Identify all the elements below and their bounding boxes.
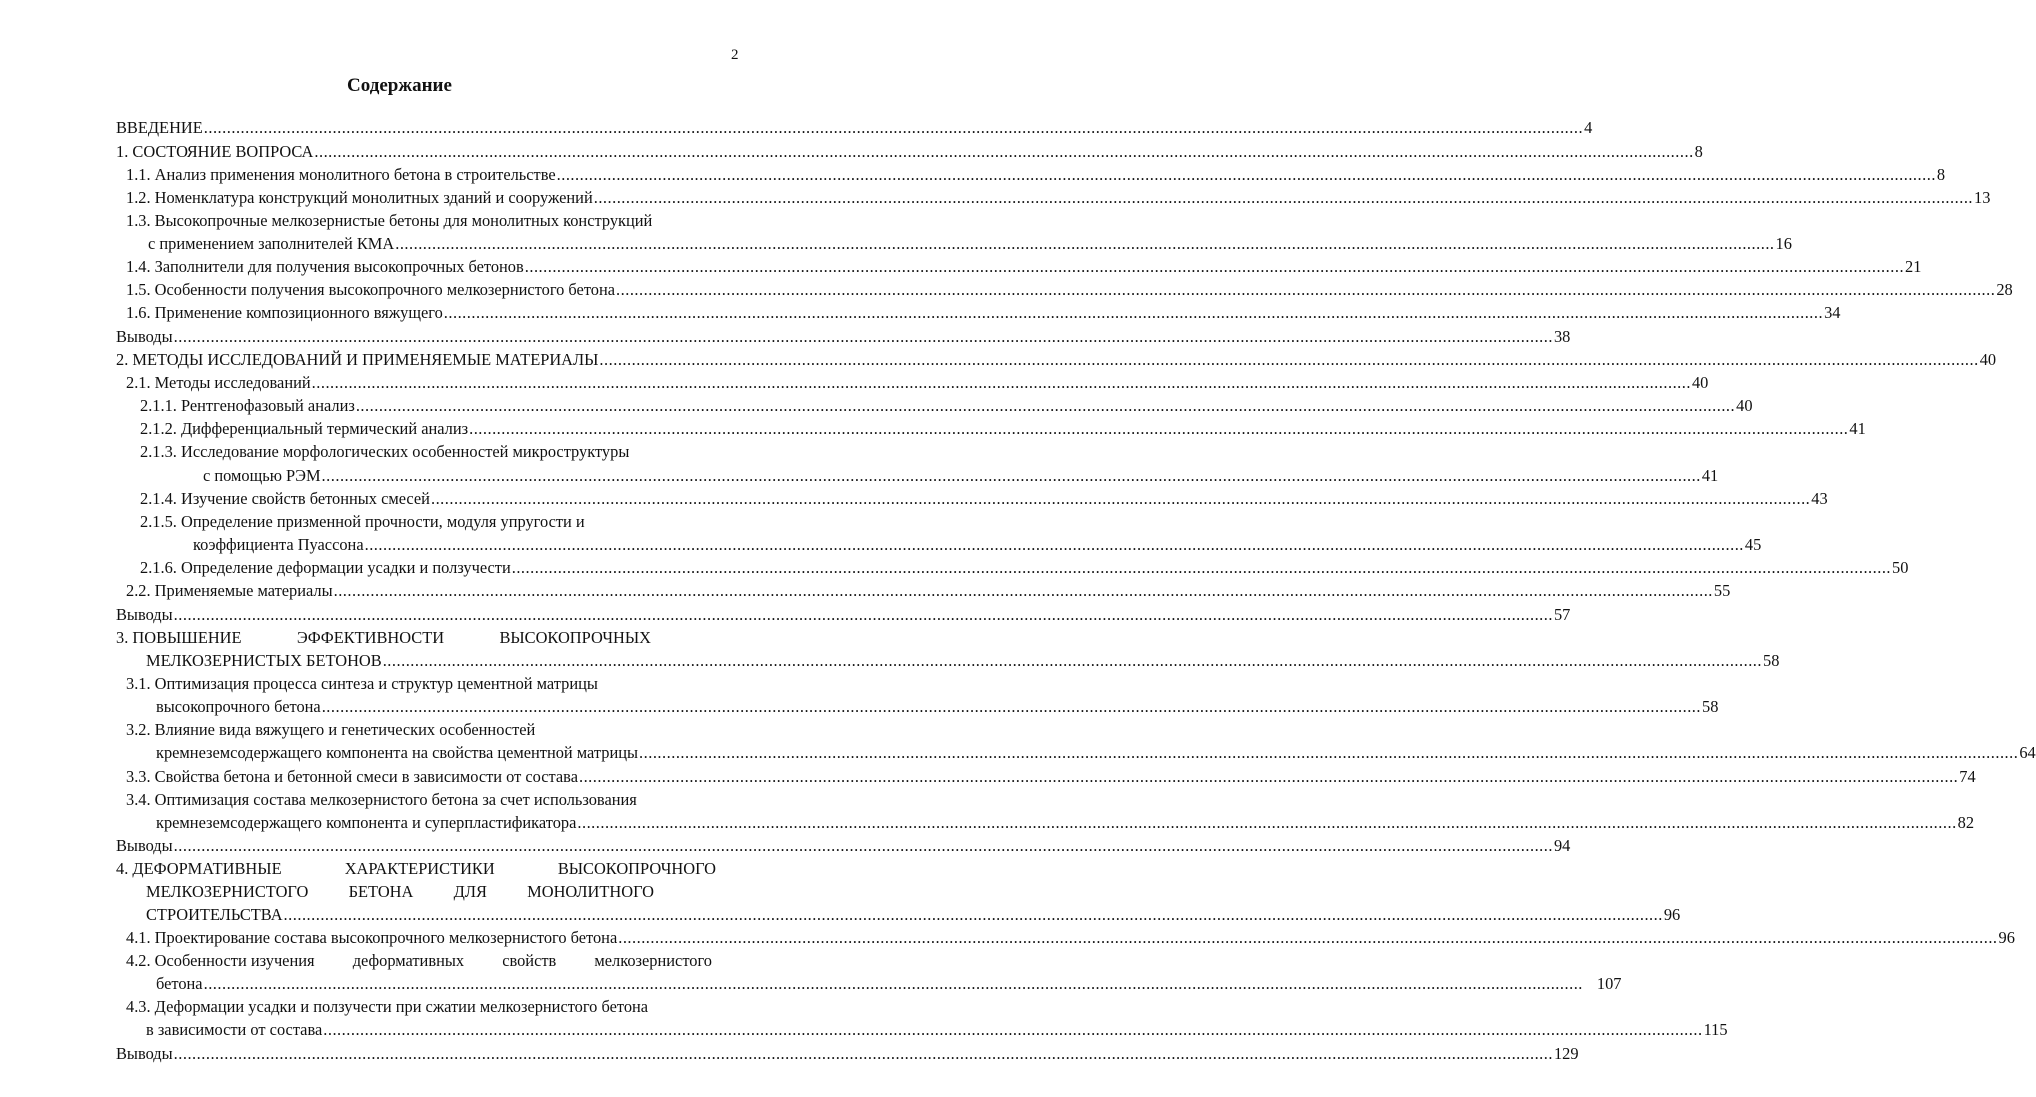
toc-entry-chapter-4-line1: 4. ДЕФОРМАТИВНЫЕ ХАРАКТЕРИСТИКИ ВЫСОКОПРОЧНОГО — [116, 859, 716, 878]
toc-entry-2-1-2: 2.1.2. Дифференциальный термический анализ ............................................................................................................................................................................................................................................................................................................ 41 — [140, 419, 1866, 438]
toc-entry-2-1-6: 2.1.6. Определение деформации усадки и ползучести ............................................................................................................................................................................................................................................................................................................ 50 — [140, 558, 1909, 577]
toc-entry-4-3: в зависимости от состава ............................................................................................................................................................................................................................................................................................................ 115 — [146, 1020, 1728, 1039]
dot-leader: ............................................................................................................................................................................................................................................................................................................ — [430, 489, 1811, 508]
toc-entry-1-1: 1.1. Анализ применения монолитного бетона в строительстве ............................................................................................................................................................................................................................................................................................................ 8 — [126, 165, 1946, 184]
dot-leader: ............................................................................................................................................................................................................................................................................................................ — [577, 813, 1957, 832]
dot-leader: ............................................................................................................................................................................................................................................................................................................ — [395, 234, 1775, 253]
toc-entry-chapter-1: 1. СОСТОЯНИЕ ВОПРОСА ............................................................................................................................................................................................................................................................................................................ 8 — [116, 142, 1703, 161]
dot-leader: ............................................................................................................................................................................................................................................................................................................ — [639, 743, 2019, 762]
dot-leader: ............................................................................................................................................................................................................................................................................................................ — [321, 697, 1701, 716]
dot-leader: ............................................................................................................................................................................................................................................................................................................ — [323, 1020, 1703, 1039]
toc-entry-conclusions-1: Выводы ............................................................................................................................................................................................................................................................................................................ 38 — [116, 327, 1571, 346]
dot-leader: ............................................................................................................................................................................................................................................................................................................ — [511, 558, 1892, 577]
dot-leader: ............................................................................................................................................................................................................................................................................................................ — [355, 396, 1736, 415]
dot-leader: ............................................................................................................................................................................................................................................................................................................ — [382, 651, 1762, 670]
toc-entry-1-6: 1.6. Применение композиционного вяжущего ............................................................................................................................................................................................................................................................................................................ 34 — [126, 303, 1841, 322]
dot-leader: ............................................................................................................................................................................................................................................................................................................ — [173, 836, 1553, 855]
dot-leader: ............................................................................................................................................................................................................................................................................................................ — [173, 1044, 1553, 1063]
dot-leader: ............................................................................................................................................................................................................................................................................................................ — [203, 118, 1584, 137]
toc-entry-chapter-3: МЕЛКОЗЕРНИСТЫХ БЕТОНОВ ............................................................................................................................................................................................................................................................................................................ 58 — [146, 651, 1780, 670]
toc-entry-3-4: кремнеземсодержащего компонента и суперпластификатора ............................................................................................................................................................................................................................................................................................................ 82 — [156, 813, 1975, 832]
toc-entry-2-1-3: с помощью РЭМ ............................................................................................................................................................................................................................................................................................................ 41 — [203, 466, 1719, 485]
toc-entry-3-2: кремнеземсодержащего компонента на свойства цементной матрицы ............................................................................................................................................................................................................................................................................................................ 64 — [156, 743, 2036, 762]
toc-entry-3-3: 3.3. Свойства бетона и бетонной смеси в зависимости от состава ............................................................................................................................................................................................................................................................................................................ 74 — [126, 767, 1976, 786]
dot-leader: ............................................................................................................................................................................................................................................................................................................ — [443, 303, 1824, 322]
page-number: 2 — [731, 47, 739, 63]
dot-leader: ............................................................................................................................................................................................................................................................................................................ — [333, 581, 1713, 600]
toc-entry-1-4: 1.4. Заполнители для получения высокопрочных бетонов ............................................................................................................................................................................................................................................................................................................ 21 — [126, 257, 1922, 276]
dot-leader: ............................................................................................................................................................................................................................................................................................................ — [203, 974, 1583, 993]
dot-leader: ............................................................................................................................................................................................................................................................................................................ — [173, 327, 1553, 346]
dot-leader: ............................................................................................................................................................................................................................................................................................................ — [283, 905, 1663, 924]
dot-leader: ............................................................................................................................................................................................................................................................................................................ — [593, 188, 1974, 207]
toc-entry-4-2-line1: 4.2. Особенности изучения деформативных свойств мелкозернистого — [126, 951, 712, 970]
toc-entry-4-2: бетона ............................................................................................................................................................................................................................................................................................................ 107 — [156, 974, 1622, 993]
toc-entry-3-1: высокопрочного бетона ............................................................................................................................................................................................................................................................................................................ 58 — [156, 697, 1719, 716]
toc-entry-conclusions-2: Выводы ............................................................................................................................................................................................................................................................................................................ 57 — [116, 605, 1571, 624]
dot-leader: ............................................................................................................................................................................................................................................................................................................ — [618, 928, 1998, 947]
page-title: Содержание — [347, 75, 452, 96]
toc-entry-conclusions-3: Выводы ............................................................................................................................................................................................................................................................................................................ 94 — [116, 836, 1571, 855]
dot-leader: ............................................................................................................................................................................................................................................................................................................ — [599, 350, 1979, 369]
toc-entry-chapter-4-line2: МЕЛКОЗЕРНИСТОГО БЕТОНА ДЛЯ МОНОЛИТНОГО — [146, 882, 654, 901]
toc-entry-chapter-4: СТРОИТЕЛЬСТВА ............................................................................................................................................................................................................................................................................................................ 96 — [146, 905, 1681, 924]
toc-entry-2-1-3-line1: 2.1.3. Исследование морфологических особенностей микроструктуры — [140, 442, 630, 461]
dot-leader: ............................................................................................................................................................................................................................................................................................................ — [364, 535, 1744, 554]
dot-leader: ............................................................................................................................................................................................................................................................................................................ — [311, 373, 1691, 392]
toc-entry-3-1-line1: 3.1. Оптимизация процесса синтеза и структур цементной матрицы — [126, 674, 598, 693]
toc-entry-2-1-5-line1: 2.1.5. Определение призменной прочности, модуля упругости и — [140, 512, 585, 531]
dot-leader: ............................................................................................................................................................................................................................................................................................................ — [314, 142, 1694, 161]
toc-entry-2-1-5: коэффициента Пуассона ............................................................................................................................................................................................................................................................................................................ 45 — [193, 535, 1762, 554]
toc-entry-1-5: 1.5. Особенности получения высокопрочного мелкозернистого бетона ............................................................................................................................................................................................................................................................................................................ 28 — [126, 280, 2013, 299]
dot-leader: ............................................................................................................................................................................................................................................................................................................ — [524, 257, 1905, 276]
dot-leader: ............................................................................................................................................................................................................................................................................................................ — [173, 605, 1553, 624]
toc-entry-2-1-1: 2.1.1. Рентгенофазовый анализ ............................................................................................................................................................................................................................................................................................................ 40 — [140, 396, 1753, 415]
toc-entry-conclusions-4: Выводы ............................................................................................................................................................................................................................................................................................................ 129 — [116, 1044, 1579, 1063]
dot-leader: ............................................................................................................................................................................................................................................................................................................ — [556, 165, 1936, 184]
toc-entry-2-1-4: 2.1.4. Изучение свойств бетонных смесей ............................................................................................................................................................................................................................................................................................................ 43 — [140, 489, 1828, 508]
toc-entry-introduction: ВВЕДЕНИЕ ............................................................................................................................................................................................................................................................................................................ 4 — [116, 118, 1593, 137]
dot-leader: ............................................................................................................................................................................................................................................................................................................ — [616, 280, 1996, 299]
dot-leader: ............................................................................................................................................................................................................................................................................................................ — [578, 767, 1959, 786]
toc-entry-4-1: 4.1. Проектирование состава высокопрочного мелкозернистого бетона ............................................................................................................................................................................................................................................................................................................ 96 — [126, 928, 2015, 947]
toc-entry-chapter-2: 2. МЕТОДЫ ИССЛЕДОВАНИЙ И ПРИМЕНЯЕМЫЕ МАТЕРИАЛЫ ............................................................................................................................................................................................................................................................................................................ 40 — [116, 350, 1997, 369]
toc-entry-chapter-3-line1: 3. ПОВЫШЕНИЕ ЭФФЕКТИВНОСТИ ВЫСОКОПРОЧНЫХ — [116, 628, 651, 647]
toc-entry-2-2: 2.2. Применяемые материалы ............................................................................................................................................................................................................................................................................................................ 55 — [126, 581, 1731, 600]
toc-entry-3-4-line1: 3.4. Оптимизация состава мелкозернистого бетона за счет использования — [126, 790, 637, 809]
toc-entry-1-2: 1.2. Номенклатура конструкций монолитных зданий и сооружений ............................................................................................................................................................................................................................................................................................................ 13 — [126, 188, 1991, 207]
toc-entry-1-3-line1: 1.3. Высокопрочные мелкозернистые бетоны для монолитных конструкций — [126, 211, 653, 230]
toc-entry-4-3-line1: 4.3. Деформации усадки и ползучести при сжатии мелкозернистого бетона — [126, 997, 649, 1016]
toc-entry-3-2-line1: 3.2. Влияние вида вяжущего и генетических особенностей — [126, 720, 536, 739]
dot-leader: ............................................................................................................................................................................................................................................................................................................ — [469, 419, 1849, 438]
dot-leader: ............................................................................................................................................................................................................................................................................................................ — [321, 466, 1701, 485]
toc-entry-2-1: 2.1. Методы исследований ............................................................................................................................................................................................................................................................................................................ 40 — [126, 373, 1709, 392]
toc-entry-1-3: с применением заполнителей КМА ............................................................................................................................................................................................................................................................................................................ 16 — [148, 234, 1792, 253]
